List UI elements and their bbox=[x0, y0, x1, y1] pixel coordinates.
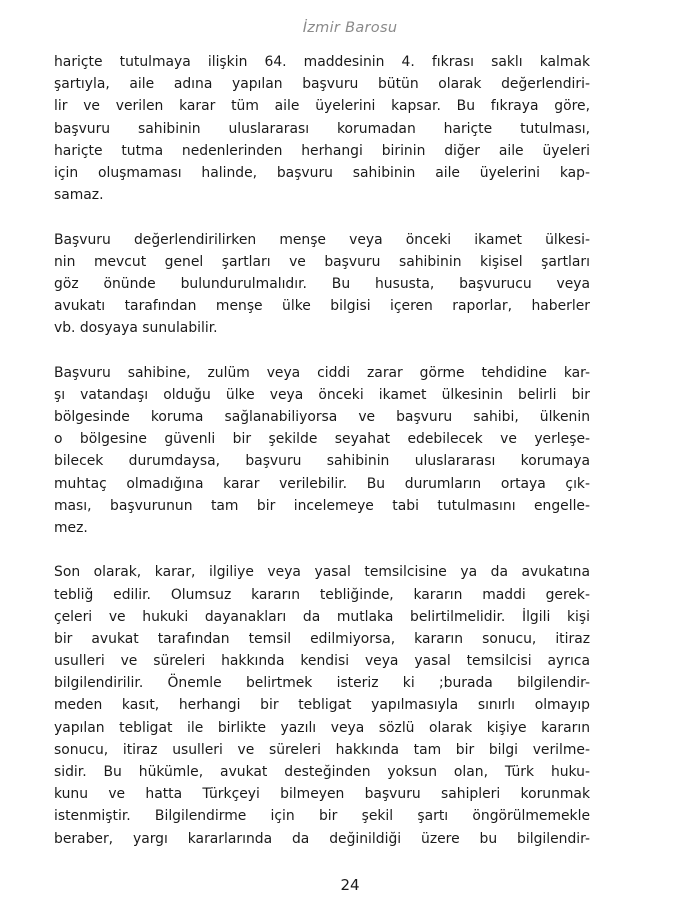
text-line: mez. bbox=[54, 519, 88, 536]
text-line: meden kasıt, herhangi bir tebligat yapılmasıyla sınırlı olmayıp bbox=[54, 697, 590, 714]
text-line: Başvuru sahibine, zulüm veya ciddi zarar görme tehdidine kar- bbox=[54, 364, 590, 381]
text-line: hariçte tutulmaya ilişkin 64. maddesinin 4. fıkrası saklı kalmak bbox=[54, 54, 590, 70]
body-text bbox=[54, 51, 590, 850]
paragraph-spacer bbox=[54, 339, 590, 361]
text-line: tebliğ edilir. Olumsuz kararın tebliğinde, kararın maddi gerek- bbox=[54, 586, 590, 603]
text-line: usulleri ve süreleri hakkında kendisi veya yasal temsilcisi ayrıca bbox=[54, 653, 590, 670]
paragraph bbox=[54, 561, 590, 849]
text-line: Başvuru değerlendirilirken menşe veya önceki ikamet ülkesi- bbox=[54, 231, 590, 248]
text-line: şı vatandaşı olduğu ülke veya önceki ikamet ülkesinin belirli bir bbox=[54, 386, 590, 403]
text-line: hariçte tutma nedenlerinden herhangi birinin diğer aile üyeleri bbox=[54, 142, 590, 159]
text-line: şartıyla, aile adına yapılan başvuru bütün olarak değerlendiri- bbox=[54, 76, 590, 93]
text-line: lir ve verilen karar tüm aile üyelerini kapsar. Bu fıkraya göre, bbox=[54, 98, 590, 115]
text-line: kunu ve hatta Türkçeyi bilmeyen başvuru sahipleri korunmak bbox=[54, 786, 590, 803]
paragraph-spacer bbox=[54, 206, 590, 228]
text-line: Son olarak, karar, ilgiliye veya yasal temsilcisine ya da avukatına bbox=[54, 564, 590, 581]
paragraph bbox=[54, 229, 590, 340]
paragraph bbox=[54, 51, 590, 206]
text-line: muhtaç olmadığına karar verilebilir. Bu durumların ortaya çık- bbox=[54, 475, 590, 492]
paragraph-spacer bbox=[54, 539, 590, 561]
text-line: samaz. bbox=[54, 187, 104, 204]
running-header-title: İzmir Barosu bbox=[302, 20, 398, 36]
text-line: avukatı tarafından menşe ülke bilgisi içeren raporlar, haberler bbox=[54, 298, 590, 315]
text-line: bilgilendirilir. Önemle belirtmek isteriz ki ;burada bilgilendir- bbox=[54, 675, 590, 692]
text-line: beraber, yargı kararlarında da değinildiği üzere bu bilgilendir- bbox=[54, 830, 590, 847]
text-line: yapılan tebligat ile birlikte yazılı veya sözlü olarak kişiye kararın bbox=[54, 719, 590, 736]
text-line: sidir. Bu hükümle, avukat desteğinden yoksun olan, Türk huku- bbox=[54, 764, 590, 780]
text-line: bölgesinde koruma sağlanabiliyorsa ve başvuru sahibi, ülkenin bbox=[54, 409, 590, 425]
text-line: bir avukat tarafından temsil edilmiyorsa, kararın sonucu, itiraz bbox=[54, 630, 590, 647]
text-line: istenmiştir. Bilgilendirme için bir şekil şartı öngörülmemekle bbox=[54, 808, 590, 825]
page-number: 24 bbox=[340, 876, 360, 894]
text-line: ması, başvurunun tam bir incelemeye tabi tutulmasını engelle- bbox=[54, 497, 590, 514]
text-line: göz önünde bulundurulmalıdır. Bu hususta, başvurucu veya bbox=[54, 275, 590, 292]
text-line: vb. dosyaya sunulabilir. bbox=[54, 320, 218, 337]
text-line: nin mevcut genel şartları ve başvuru sahibinin kişisel şartları bbox=[54, 253, 590, 270]
text-line: sonucu, itiraz usulleri ve süreleri hakkında tam bir bilgi verilme- bbox=[54, 741, 590, 758]
text-line: bilecek durumdaysa, başvuru sahibinin uluslararası korumaya bbox=[54, 453, 590, 470]
text-line: o bölgesine güvenli bir şekilde seyahat edebilecek ve yerleşe- bbox=[54, 431, 590, 448]
paragraph bbox=[54, 362, 590, 540]
text-line: çeleri ve hukuki dayanakları da mutlaka belirtilmelidir. İlgili kişi bbox=[54, 608, 590, 625]
text-line: başvuru sahibinin uluslararası korumadan hariçte tutulması, bbox=[54, 120, 590, 137]
text-line: için oluşmaması halinde, başvuru sahibinin aile üyelerini kap- bbox=[54, 164, 590, 181]
